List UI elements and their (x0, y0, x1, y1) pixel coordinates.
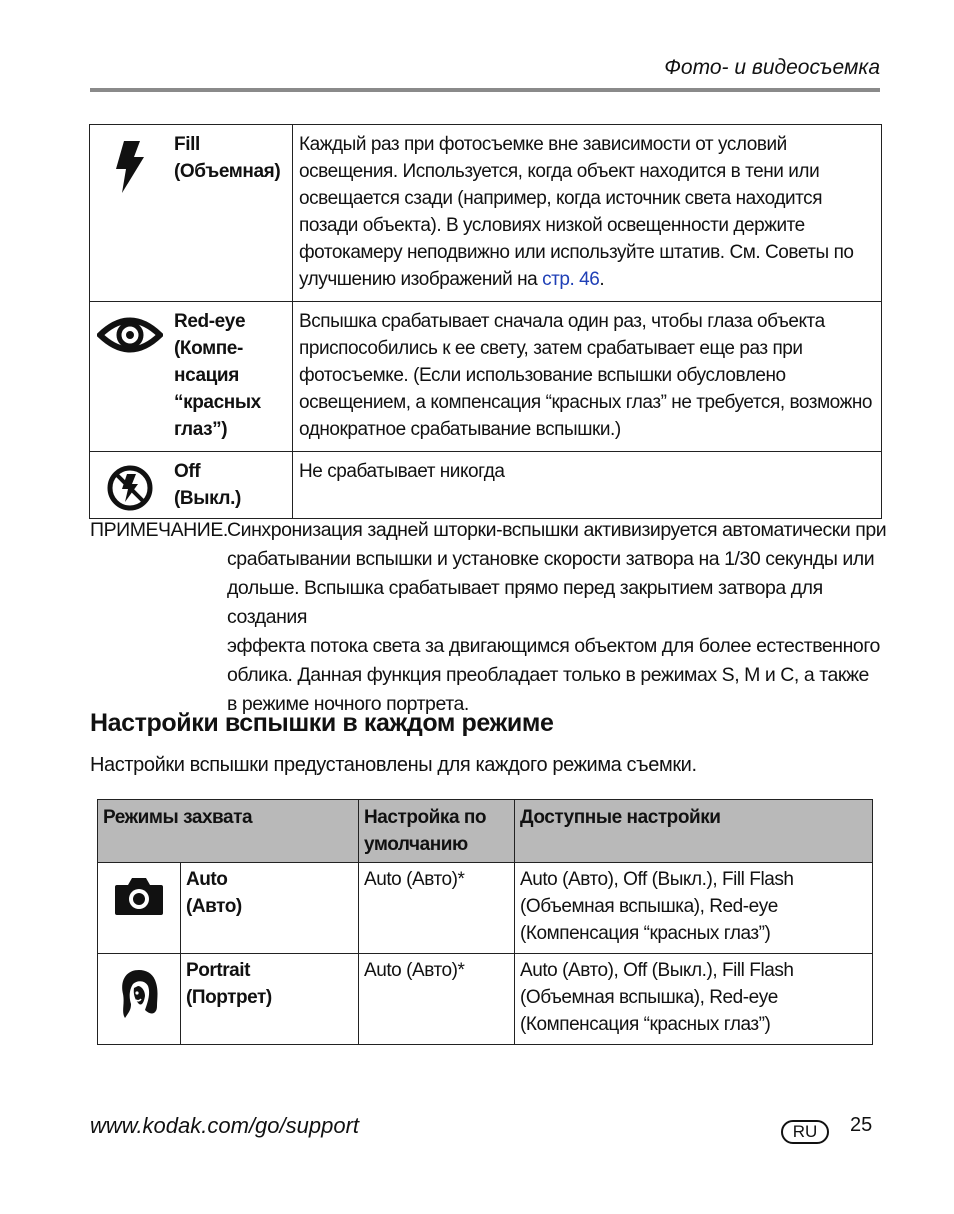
note-line: облика. Данная функция преобладает только в режимах S, M и C, а также (227, 664, 869, 686)
note-line: в режиме ночного портрета. (227, 693, 469, 715)
red-eye-icon (97, 312, 163, 358)
flash-mode-description: позади объекта). В условиях низкой освещенности держите (299, 215, 805, 236)
mode-available-setting: (Компенсация “красных глаз”) (520, 1014, 771, 1035)
flash-mode-row-off (90, 452, 882, 519)
note-line: срабатывании вспышки и установке скорости затвора на 1/30 секунды или (227, 548, 875, 570)
flash-mode-name: глаз”) (174, 419, 228, 440)
flash-mode-description: улучшению изображений на (299, 269, 543, 290)
flash-mode-name: “красных (174, 392, 261, 413)
language-badge: RU (781, 1120, 829, 1144)
flash-mode-row-red-eye (90, 302, 882, 452)
note-line: эффекта потока света за двигающимся объектом для более естественного (227, 635, 880, 657)
flash-mode-description: освещается сзади (например, когда источник света находится (299, 188, 823, 209)
mode-name: Auto (186, 869, 228, 890)
mode-available-setting: Auto (Авто), Off (Выкл.), Fill Flash (520, 960, 794, 981)
section-heading: Настройки вспышки в каждом режиме (90, 709, 554, 737)
header-available-settings: Доступные настройки (515, 800, 873, 863)
flash-modes-table (89, 124, 882, 519)
mode-available-setting: Auto (Авто), Off (Выкл.), Fill Flash (520, 869, 794, 890)
header-divider (90, 88, 880, 92)
table-row-auto (98, 863, 873, 954)
header-default-line: Настройка по (364, 807, 487, 828)
header-default-setting (359, 800, 515, 863)
flash-mode-description: фотокамеру неподвижно или используйте штатив. См. Советы по (299, 242, 854, 263)
flash-mode-description: Каждый раз при фотосъемке вне зависимости от условий (299, 134, 787, 155)
flash-mode-description: освещения. Используется, когда объект находится в тени или (299, 161, 820, 182)
flash-mode-name: (Выкл.) (174, 488, 241, 509)
mode-available-setting: (Объемная вспышка), Red-eye (520, 987, 778, 1008)
mode-available-setting: (Компенсация “красных глаз”) (520, 923, 771, 944)
flash-mode-name: Fill (174, 134, 200, 155)
page-section-title: Фото- и видеосъемка (664, 56, 880, 79)
note-label: ПРИМЕЧАНИЕ. (90, 519, 228, 541)
note-line: Синхронизация задней шторки-вспышки активизируется автоматически при (227, 519, 887, 541)
mode-name: (Авто) (186, 896, 242, 917)
page-number: 25 (850, 1114, 873, 1136)
flash-off-icon (106, 464, 154, 512)
support-url-link[interactable]: www.kodak.com/go/support (90, 1113, 360, 1138)
mode-name: Portrait (186, 960, 250, 981)
flash-mode-description: освещением, а компенсация “красных глаз” не требуется, возможно (299, 392, 873, 413)
table-header-row (98, 800, 873, 863)
table-row-portrait (98, 954, 873, 1045)
note-line: дольше. Вспышка срабатывает прямо перед закрытием затвора для создания (227, 577, 823, 628)
capture-modes-table (97, 799, 873, 1045)
flash-mode-name: Red-eye (174, 311, 246, 332)
flash-mode-description: фотосъемке. (Если использование вспышки обусловлено (299, 365, 786, 386)
section-intro: Настройки вспышки предустановлены для каждого режима съемки. (90, 754, 697, 776)
camera-auto-icon (113, 875, 165, 917)
flash-mode-name: (Компе- (174, 338, 243, 359)
flash-mode-description: Не срабатывает никогда (299, 461, 505, 482)
flash-mode-name: (Объемная) (174, 161, 281, 182)
flash-mode-description: однократное срабатывание вспышки.) (299, 419, 621, 440)
flash-fill-icon (110, 139, 150, 195)
link-suffix: . (599, 269, 605, 290)
mode-default-value: Auto (Авто)* (359, 954, 515, 1045)
header-capture-modes: Режимы захвата (98, 800, 359, 863)
flash-mode-name: нсация (174, 365, 239, 386)
page-46-link[interactable]: стр. 46 (542, 269, 600, 290)
header-default-line: умолчанию (364, 834, 468, 855)
flash-mode-name: Off (174, 461, 201, 482)
flash-mode-row-fill (90, 125, 882, 302)
mode-available-setting: (Объемная вспышка), Red-eye (520, 896, 778, 917)
flash-mode-description: Вспышка срабатывает сначала один раз, чтобы глаза объекта (299, 311, 825, 332)
flash-mode-description: приспособились к ее свету, затем срабатывает еще раз при (299, 338, 803, 359)
mode-name: (Портрет) (186, 987, 272, 1008)
mode-default-value: Auto (Авто)* (359, 863, 515, 954)
portrait-icon (117, 968, 161, 1020)
